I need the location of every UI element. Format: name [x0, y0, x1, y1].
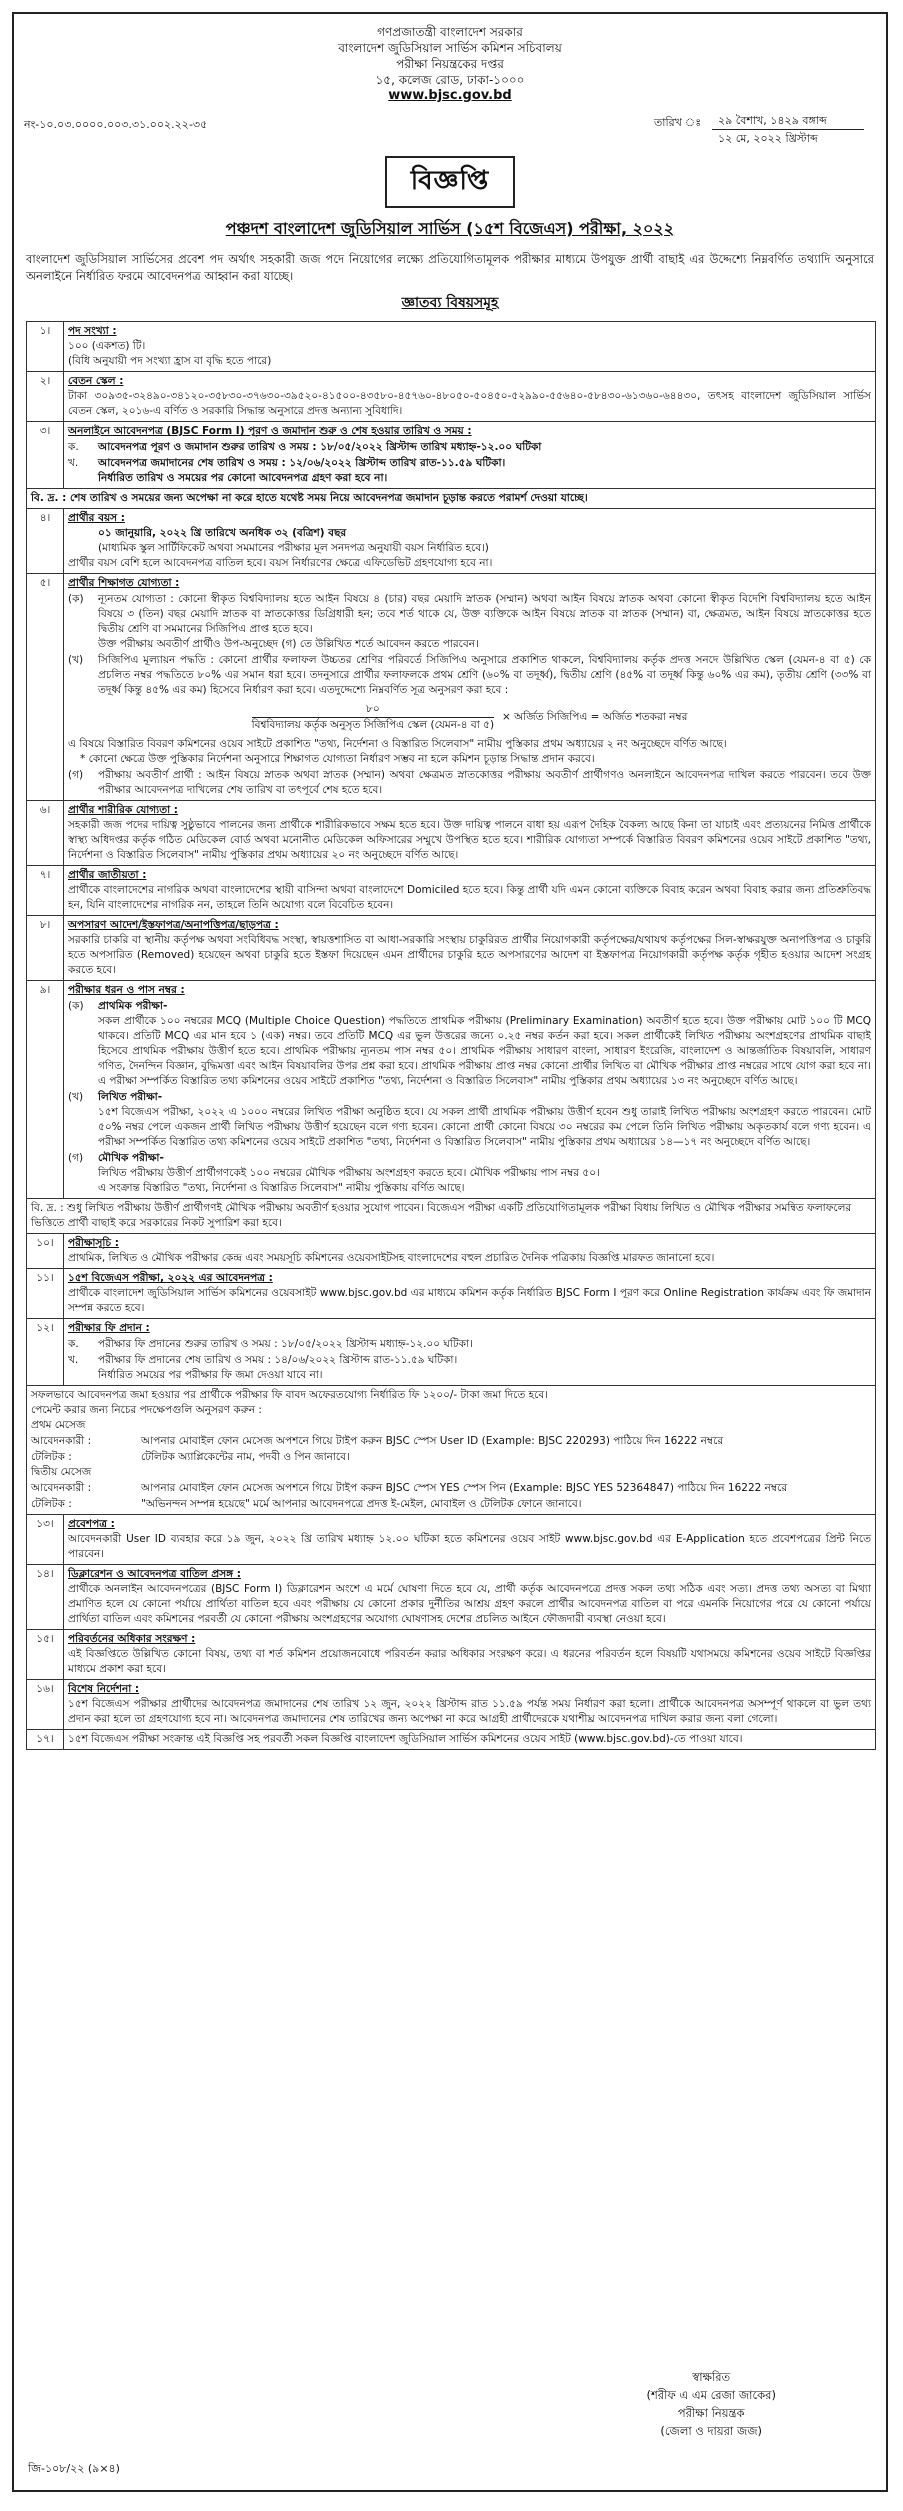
- sub-item-key: (খ): [68, 654, 84, 666]
- sender-label: আবেদনকারী :: [31, 1435, 92, 1447]
- section-body: [64, 1630, 876, 1680]
- section-number: ১৪।: [27, 1565, 64, 1630]
- first-message-row: [31, 1434, 871, 1449]
- cgpa-details-note: এ বিষয়ে বিস্তারিত বিবরণ কমিশনের ওয়েব সাইটে প্রকাশিত "তথ্য, নির্দেশনা ও বিস্তারিত সিলেবাস" নামীয় পুস্তিকার প্রথম অধ্যায়ের ২ নং অনুচ্ছেদে বর্ণিত আছে।: [68, 738, 727, 750]
- first-message-text: আপনার মোবাইল ফোন মেসেজ অপশনে গিয়ে টাইপ করুন BJSC স্পেস User ID (Example: BJSC 220293) পাঠিয়ে দিন 16222 নম্বরে: [141, 1435, 724, 1447]
- section-title: প্রার্থীর শিক্ষাগত যোগ্যতা :: [68, 577, 180, 589]
- minimum-qualification-note: উক্ত পরীক্ষায় অবতীর্ণ প্রার্থীও উপ-অনুচ্ছেদ (গ) তে উল্লিখিত শর্তে আবেদন করতে পারবেন।: [98, 638, 479, 650]
- note-2: বি. দ্র. : শুধু লিখিত পরীক্ষায় উত্তীর্ণ প্রার্থীগণই মৌখিক পরীক্ষায় অবতীর্ণ হওয়ার সুযোগ পাবেন। বিজেএস পরীক্ষা একটি প্রতিযোগিতামূলক পরীক্ষা বিধায় লিখিত ও মৌখিক পরীক্ষার সমন্বিত ফলাফলের ভিত্তিতে প্রার্থী বাছাই করে সরকারের নিকট সুপারিশ করা হবে।: [27, 1199, 876, 1234]
- sub-item: [68, 999, 871, 1014]
- notice-title-wrap: [14, 156, 886, 208]
- section-body: [64, 1680, 876, 1730]
- second-reply-row: [31, 1497, 871, 1512]
- section-body: [64, 372, 876, 422]
- section-title: ডিক্লারেশন ও আবেদনপত্র বাতিল প্রসঙ্গ :: [68, 1568, 241, 1580]
- age-limit: ০১ জানুয়ারি, ২০২২ খ্রি তারিখে অনধিক ৩২ (বত্রিশ) বছর: [98, 527, 347, 539]
- section-body: [64, 574, 876, 801]
- fee-start: পরীক্ষার ফি প্রদানের শুরুর তারিখ ও সময় : ১৮/০৫/২০২২ খ্রিস্টাব্দ মধ্যাহ্ন-১২.০০ ঘটিকা।: [98, 1338, 473, 1350]
- formula-numerator: ৮০: [252, 702, 494, 718]
- section-number: ৯।: [27, 981, 64, 1199]
- sub-item: [68, 1353, 871, 1368]
- sub-item: [68, 1151, 871, 1166]
- second-message-row: [31, 1481, 871, 1496]
- section-5: [27, 574, 876, 801]
- application-form-text: প্রার্থীকে বাংলাদেশ জুডিসিয়াল সার্ভিস কমিশনের ওয়েবসাইট www.bjsc.gov.bd এর মাধ্যমে কমিশন কর্তৃক নির্ধারিত BJSC Form I পূরণ করে Online Registration কার্যক্রম এবং ফি জমাদান সম্পন্ন করতে হবে।: [68, 1287, 871, 1314]
- minimum-qualification: ন্যূনতম যোগ্যতা : কোনো স্বীকৃত বিশ্ববিদ্যালয় হতে আইন বিষয়ে ৪ (চার) বছর মেয়াদি স্নাতক (সম্মান) অথবা আইন বিষয়ে স্নাতক অথবা কোনো স্বীকৃত বিদেশি বিশ্ববিদ্যালয় হতে আইন বিষয়ে ৩ (তিন) বছর মেয়াদি স্নাতক বা স্নাতকোত্তর ডিগ্রিধারী হন; তবে শর্ত থাকে যে, উক্ত ব্যক্তিকে আইন বিষয়ে স্নাতক বা স্নাতক (সম্মান) বা, ক্ষেত্রমত, আইন বিষয়ে স্নাতকোত্তর হতে দ্বিতীয় শ্রেণি বা সমমানের সিজিপিএ প্রাপ্ত হতে হবে।: [98, 593, 871, 635]
- header-website-link[interactable]: www.bjsc.gov.bd: [388, 88, 512, 103]
- signatory-title: পরীক্ষা নিয়ন্ত্রক: [677, 2406, 745, 2420]
- section-body: [64, 1269, 876, 1319]
- sub-item: [68, 653, 871, 698]
- sub-item: [68, 1337, 871, 1352]
- section-number: ১০।: [27, 1234, 64, 1269]
- section-body: [64, 1234, 876, 1269]
- section-body: [64, 866, 876, 916]
- note-row-1: [27, 489, 876, 509]
- physical-fitness-text: সহকারী জজ পদের দায়িত্ব সুষ্ঠুভাবে পালনের জন্য প্রার্থীকে শারীরিকভাবে সক্ষম হতে হবে। উক্ত দায়িত্ব পালনে বাধা হয় এরূপ দৈহিক বৈকল্য আছে কিনা তা যাচাই এবং প্রত্যয়নের নিমিত্ত প্রার্থীকে স্বাস্থ্য অধিদপ্তর কর্তৃক গঠিত মেডিকেল বোর্ড অথবা মনোনীত মেডিকেল অফিসারের সম্মুখে উপস্থিত হতে হবে। শারীরিক যোগ্যতা সম্পর্কে বিস্তারিত বিবরণ কমিশনের ওয়েব সাইটে প্রকাশিত "তথ্য, নির্দেশনা ও বিস্তারিত সিলেবাস" নামীয় পুস্তিকার প্রথম অধ্যায়ের ২০ নং অনুচ্ছেদে বর্ণিত আছে।: [68, 819, 871, 861]
- section-title: পরিবর্তনের অধিকার সংরক্ষণ :: [68, 1633, 196, 1645]
- section-title: পরীক্ষার ফি প্রদান :: [68, 1322, 150, 1334]
- section-title: বিশেষ নির্দেশনা :: [68, 1683, 140, 1695]
- reference-row: [14, 112, 886, 152]
- section-body: [64, 916, 876, 981]
- cgpa-formula: [68, 702, 871, 733]
- sub-item-key: খ.: [68, 457, 79, 469]
- section-body: [64, 422, 876, 489]
- written-exam-title: লিখিত পরীক্ষা-: [98, 1091, 163, 1103]
- sub-item-key: ক.: [68, 1338, 79, 1350]
- section-body: [64, 1515, 876, 1565]
- sub-item: [68, 456, 871, 471]
- section-title: পরীক্ষাসূচি :: [68, 1237, 119, 1249]
- section-number: ১৭।: [27, 1730, 64, 1750]
- sub-item: [68, 768, 871, 798]
- cgpa-method: সিজিপিএ মূল্যায়ন পদ্ধতি : কোনো প্রার্থীর ফলাফল উচ্চতর শ্রেণির পরিবর্তে সিজিপিএ অনুসারে প্রকাশিত থাকলে, বিশ্ববিদ্যালয় কর্তৃক প্রদত্ত সনদে উল্লিখিত স্কেল (যেমন-৪ বা ৫) কে প্রচলিত নম্বর পদ্ধতিতে ৮০% এর সমান ধরা হবে। তদনুসারে প্রার্থীর ফলাফলকে প্রথম শ্রেণি (৬০% বা তদূর্ধ্ব), দ্বিতীয় শ্রেণি (৪৫% বা তদূর্ধ্ব কিন্তু ৬০% এর কম), তৃতীয় শ্রেণি (৩৩% বা তদূর্ধ্ব কিন্তু ৪৫% এর কম) হিসেবে নির্ধারণ করা হবে। এতদুদ্দেশ্যে নিম্নবর্ণিত সূত্র অনুসরণ করা হবে :: [98, 654, 871, 696]
- viva-exam-title: মৌখিক পরীক্ষা-: [98, 1152, 164, 1164]
- nationality-text: প্রার্থীকে বাংলাদেশের নাগরিক অথবা বাংলাদেশের স্থায়ী বাসিন্দা অথবা বাংলাদেশে Domiciled হতে হবে। কিন্তু প্রার্থী যদি এমন কোনো ব্যক্তিকে বিবাহ করেন অথবা বিবাহ করার জন্য প্রতিশ্রুতিবদ্ধ হন, যিনি বাংলাদেশের নাগরিক নন, তাহলে তিনি অযোগ্য বলে বিবেচিত হবেন।: [68, 884, 871, 911]
- sub-item-key: (গ): [68, 769, 84, 781]
- viva-exam-text: লিখিত পরীক্ষায় উত্তীর্ণ প্রার্থীগণকেই ১০০ নম্বরের মৌখিক পরীক্ষায় অংশগ্রহণ করতে হবে। মৌখিক পরীক্ষায় পাস নম্বর ৫০।: [98, 1167, 600, 1179]
- sub-item: [68, 1090, 871, 1105]
- section-number: ৮।: [27, 916, 64, 981]
- sub-item-key: (ক): [68, 593, 84, 605]
- pay-scale-text: টাকা ৩০৯৩৫-৩২৪৯০-৩৪১২০-৩৫৮৩০-৩৭৬৩০-৩৯৫২০-৪১৫০০-৪৩৫৮০-৪৫৭৬০-৪৮০৫০-৫০৪৫০-৫২৯৯০-৫৫৬৪০-৫৮৪৩০-৬১৩৬০-৬৪৪৩০, তৎসহ বাংলাদেশ জুডিসিয়াল সার্ভিস বেতন স্কেল, ২০১৬-এ বর্ণিত ও সরকারি সিদ্ধান্ত অনুসারে প্রদত্ত অন্যান্য সুবিধাদি।: [68, 390, 871, 417]
- formula-rhs: × অর্জিত সিজিপিএ = অর্জিত শতকরা নম্বর: [502, 711, 688, 723]
- application-start: আবেদনপত্র পূরণ ও জমাদান শুরুর তারিখ ও সময় : ১৮/০৫/২০২২ খ্রিস্টাব্দ তারিখ মধ্যাহ্ন-১২.০০ ঘটিকা: [98, 441, 542, 453]
- note-1: বি. দ্র. : শেষ তারিখ ও সময়ের জন্য অপেক্ষা না করে হাতে যথেষ্ট সময় নিয়ে আবেদনপত্র জমাদান চূড়ান্ত করতে পরামর্শ দেওয়া যাচ্ছে।: [27, 489, 876, 509]
- section-title: প্রার্থীর শারীরিক যোগ্যতা :: [68, 804, 178, 816]
- section-10: [27, 1234, 876, 1269]
- application-end: আবেদনপত্র জমাদানের শেষ তারিখ ও সময় : ১২/০৬/২০২২ খ্রিস্টাব্দ তারিখ রাত-১১.৫৯ ঘটিকা।: [98, 457, 506, 469]
- written-exam-text: ১৫শ বিজেএস পরীক্ষা, ২০২২ এ ১০০০ নম্বরের লিখিত পরীক্ষা অনুষ্ঠিত হবে। যে সকল প্রার্থী প্রাথমিক পরীক্ষায় উত্তীর্ণ হবেন শুধু তারাই লিখিত পরীক্ষায় অংশগ্রহণ করতে পারবেন। মোট ৫০% নম্বর পেলে একজন প্রার্থী লিখিত পরীক্ষায় উত্তীর্ণ হয়েছেন বলে গণ্য হবেন। কোনো প্রার্থী কোনো বিষয়ে ৩০ নম্বরের কম পেলে তিনি লিখিত পরীক্ষায় অকৃতকার্য বলে গণ্য হবেন। এ পরীক্ষা সম্পর্কিত বিস্তারিত তথ্য কমিশনের ওয়েব সাইটে প্রকাশিত "তথ্য, নির্দেশনা ও বিস্তারিত সিলেবাস" নামীয় পুস্তিকার প্রথম অধ্যায়ের ১৪—১৭ নং অনুচ্ছেদে বর্ণিত আছে।: [98, 1106, 871, 1148]
- fee-end: পরীক্ষার ফি প্রদানের শেষ তারিখ ও সময় : ১৪/০৬/২০২২ খ্রিস্টাব্দ রাত-১১.৫৯ ঘটিকা।: [98, 1354, 458, 1366]
- section-15: [27, 1630, 876, 1680]
- section-number: ৬।: [27, 801, 64, 866]
- section-number: ১৬।: [27, 1680, 64, 1730]
- section-6: [27, 801, 876, 866]
- section-2: [27, 372, 876, 422]
- signatory-subtitle: (জেলা ও দায়রা জজ): [660, 2424, 763, 2438]
- sub-item: [68, 592, 871, 637]
- section-1: [27, 322, 876, 372]
- sub-item-key: (ক): [68, 1000, 84, 1012]
- post-count-note: (বিধি অনুযায়ী পদ সংখ্যা হ্রাস বা বৃদ্ধি হতে পারে): [68, 355, 272, 367]
- date-bangla: ২৯ বৈশাখ, ১৪২৯ বঙ্গাব্দ: [712, 112, 864, 130]
- first-reply-row: [31, 1450, 871, 1465]
- sub-item-key: (খ): [68, 1091, 84, 1103]
- date-block: [654, 112, 864, 147]
- section-body: [64, 981, 876, 1199]
- letterhead: [14, 24, 886, 104]
- section-body: [64, 509, 876, 574]
- payment-row: [27, 1386, 876, 1515]
- intro-paragraph: বাংলাদেশ জুডিসিয়াল সার্ভিসের প্রবেশ পদ অর্থাৎ সহকারী জজ পদে নিয়োগের লক্ষ্যে প্রতিযোগিতামূলক পরীক্ষার মাধ্যমে উপযুক্ত প্রার্থী বাছাই এর উদ্দেশ্যে নিম্নবর্ণিত তথ্যাদি অনুসারে অনলাইনে নির্ধারিত ফরমে আবেদনপত্র আহ্বান করা যাচ্ছে।: [26, 252, 874, 283]
- section-title: পদ সংখ্যা :: [68, 325, 117, 337]
- schedule-text: প্রাথমিক, লিখিত ও মৌখিক পরীক্ষার কেন্দ্র এবং সময়সূচি কমিশনের ওয়েবসাইটসহ বাংলাদেশের বহুল প্রচারিত দৈনিক পত্রিকায় বিজ্ঞপ্তি মারফত জানানো হবে।: [68, 1252, 715, 1264]
- section-number: ১।: [27, 322, 64, 372]
- second-message-label: দ্বিতীয় মেসেজ: [31, 1466, 92, 1478]
- website-notice-text: ১৫শ বিজেএস পরীক্ষা সংক্রান্ত এই বিজ্ঞপ্তি সহ পরবর্তী সকল বিজ্ঞপ্তি বাংলাদেশ জুডিসিয়াল সার্ভিস কমিশনের ওয়েব সাইট (www.bjsc.gov.bd)-তে পাওয়া যাবে।: [68, 1733, 743, 1745]
- section-12: [27, 1319, 876, 1386]
- appearing-candidates: পরীক্ষায় অবতীর্ণ প্রার্থী : আইন বিষয়ে স্নাতক অথবা স্নাতক (সম্মান) অথবা ক্ষেত্রমত স্নাতকোত্তর পরীক্ষায় অবতীর্ণ প্রার্থীগণও অনলাইনে আবেদনপত্র দাখিল করতে পারবেন। তবে উক্ত পরীক্ষার আবেদনপত্র দাখিলের শেষ তারিখ বা তৎপূর্বে শেষ হতে হবে।: [98, 769, 871, 796]
- clearance-text: সরকারি চাকরি বা স্থানীয় কর্তৃপক্ষ অথবা সংবিধিবদ্ধ সংস্থা, স্বায়ত্তশাসিত বা আধা-সরকারি সংস্থায় চাকুরিরত প্রার্থীর নিয়োগকারী কর্তৃপক্ষের/যথাযথ কর্তৃপক্ষের সিল-স্বাক্ষরযুক্ত অনাপত্তিপত্র ও চাকুরি হতে অপসারিত (Removed) হয়েছেন অথবা চাকুরি হতে ইস্তফা দিয়েছেন এমন প্রার্থীদের চাকুরি হতে অপসারণের আদেশ বা ইস্তফাপত্র নিয়োগকারী কর্তৃপক্ষ কর্তৃক গৃহীত হওয়ার আদেশ সংগ্রহ করতে হবে।: [68, 934, 871, 976]
- header-line-address: ১৫, কলেজ রোড, ঢাকা-১০০০: [375, 73, 525, 87]
- section-title: পরীক্ষার ধরন ও পাস নম্বর :: [68, 984, 185, 996]
- header-line-office: পরীক্ষা নিয়ন্ত্রকের দপ্তর: [396, 57, 504, 71]
- section-number: ১১।: [27, 1269, 64, 1319]
- sender-label: টেলিটক :: [31, 1451, 72, 1463]
- topics-heading: জ্ঞাতব্য বিষয়সমূহ: [401, 295, 499, 311]
- section-number: ৩।: [27, 422, 64, 489]
- section-number: ৫।: [27, 574, 64, 801]
- section-title: প্রার্থীর জাতীয়তা :: [68, 869, 147, 881]
- notice-page: [12, 12, 888, 2492]
- formula-fraction: [252, 702, 494, 733]
- section-body: [64, 1730, 876, 1750]
- first-message-label: প্রথম মেসেজ: [31, 1419, 86, 1431]
- preliminary-exam-text: সকল প্রার্থীকে ১০০ নম্বরের MCQ (Multiple Choice Question) পদ্ধতিতে প্রাথমিক পরীক্ষায় (Preliminary Examination) অবতীর্ণ হতে হবে। উক্ত পরীক্ষায় মোট ১০০ টি MCQ থাকবে। প্রতিটি MCQ এর মান হবে ১ (এক) নম্বর। তবে প্রতিটি MCQ এর ভুল উত্তরের জন্যে ০.২৫ নম্বর কর্তন করা হবে। সকল প্রার্থীকেই লিখিত পরীক্ষায় অংশগ্রহণের প্রাথমিক বাছাই হিসেবে প্রাথমিক পরীক্ষায় উত্তীর্ণ হতে হবে। প্রাথমিক পরীক্ষায় ন্যূনতম পাস নম্বর ৫০। প্রাথমিক পরীক্ষায় সাধারণ বাংলা, সাধারণ ইংরেজি, বাংলাদেশ ও আন্তর্জাতিক বিষয়াবলি, সাধারণ গণিত, দৈনন্দিন বিজ্ঞান, বুদ্ধিমত্তা এবং আইন বিষয়াবলির উপর প্রশ্ন করা হবে। প্রাথমিক পরীক্ষায় প্রাপ্ত নম্বর কোনো প্রার্থীর লিখিত বা মৌখিক পরীক্ষার প্রাপ্ত নম্বরের সাথে যোগ করা হবে না। এ পরীক্ষা সম্পর্কিত বিস্তারিত তথ্য কমিশনের ওয়েব সাইটে প্রকাশিত "তথ্য, নির্দেশনা ও বিস্তারিত সিলেবাস" নামীয় পুস্তিকার প্রথম অধ্যায়ের ১৩ নং অনুচ্ছেদে বর্ণিত আছে।: [98, 1015, 871, 1087]
- sender-label: আবেদনকারী :: [31, 1482, 92, 1494]
- date-label: তারিখ ঃ: [654, 116, 702, 129]
- section-number: ১৫।: [27, 1630, 64, 1680]
- note-row-2: [27, 1199, 876, 1234]
- section-title: অপসারণ আদেশ/ইস্তফাপত্র/অনাপত্তিপত্র/ছাড়পত্র :: [68, 919, 279, 931]
- sub-item: [68, 440, 871, 455]
- post-count: ১০০ (একশত) টি।: [68, 340, 146, 352]
- second-reply-text: "অভিনন্দন সম্পন্ন হয়েছে" মর্মে আপনার আবেদনপত্রে প্রদত্ত ই-মেইল, মোবাইল ও টেলিটক ফোনে জানাবে।: [141, 1498, 582, 1510]
- exam-title: পঞ্চদশ বাংলাদেশ জুডিসিয়াল সার্ভিস (১৫শ বিজেএস) পরীক্ষা, ২০২২: [225, 219, 675, 238]
- section-number: ২।: [27, 372, 64, 422]
- sub-item-key: ক.: [68, 441, 79, 453]
- preliminary-exam-title: প্রাথমিক পরীক্ষা-: [98, 1000, 168, 1012]
- section-8: [27, 916, 876, 981]
- age-proof-note: (মাধ্যমিক স্কুল সার্টিফিকেট অথবা সমমানের পরীক্ষার মূল সনদপত্র অনুযায়ী বয়স নির্ধারিত হবে।): [98, 542, 489, 554]
- formula-denominator: বিশ্ববিদ্যালয় কর্তৃক অনুসৃত সিজিপিএ স্কেল (যেমন-৪ বা ৫): [251, 719, 495, 731]
- fee-deadline-note: নির্ধারিত সময়ের পর পরীক্ষার ফি জমা দেওয়া যাবে না।: [98, 1369, 323, 1381]
- age-affidavit-note: প্রার্থীর বয়স বেশি হলে আবেদনপত্র বাতিল হবে। বয়স নির্ধারণের ক্ষেত্রে এফিডেভিট গ্রহণযোগ্য হবে না।: [68, 557, 493, 569]
- section-7: [27, 866, 876, 916]
- section-9: [27, 981, 876, 1199]
- sender-label: টেলিটক :: [31, 1498, 72, 1510]
- section-body: [64, 1565, 876, 1630]
- cgpa-commission-note: * কোনো ক্ষেত্রে উক্ত পুস্তিকার নির্দেশনা অনুসারে শিক্ষাগত যোগ্যতা নির্ধারণ সম্ভব না হলে কমিশন চূড়ান্ত সিদ্ধান্ত প্রদান করবে।: [80, 753, 595, 765]
- payment-instructions: [27, 1386, 876, 1515]
- section-17: [27, 1730, 876, 1750]
- section-13: [27, 1515, 876, 1565]
- sections-table: [26, 321, 876, 1750]
- fee-method-text: পেমেন্ট করার জন্য নিচের পদক্ষেপগুলি অনুসরণ করুন :: [31, 1404, 262, 1416]
- amendment-rights-text: এই বিজ্ঞপ্তিতে উল্লিখিত কোনো বিষয়, তথ্য বা শর্ত কমিশন প্রয়োজনবোধে পরিবর্তন করার অধিকার সংরক্ষণ করে। এ ধরনের পরিবর্তন হলে বিষয়টি যথাসময়ে কমিশনের ওয়েব সাইটে বিজ্ঞপ্তির মাধ্যমে প্রকাশ করা হবে।: [68, 1648, 871, 1675]
- section-number: ১৩।: [27, 1515, 64, 1565]
- section-body: [64, 322, 876, 372]
- first-reply-text: টেলিটক অ্যাপ্লিকেন্টের নাম, পদবী ও পিন জানাবে।: [141, 1451, 350, 1463]
- footer-code: জি-১০৮/২২ (৯×৪): [28, 2462, 120, 2475]
- section-16: [27, 1680, 876, 1730]
- section-4: [27, 509, 876, 574]
- section-number: ১২।: [27, 1319, 64, 1386]
- section-title: ১৫শ বিজেএস পরীক্ষা, ২০২২ এর আবেদনপত্র :: [68, 1272, 273, 1284]
- section-title: বেতন স্কেল :: [68, 375, 124, 387]
- signed-label: স্বাক্ষরিত: [692, 2370, 731, 2384]
- viva-exam-note: এ সংক্রান্ত বিস্তারিত "তথ্য, নির্দেশনা ও বিস্তারিত সিলেবাস" নামীয় পুস্তিকায় বর্ণিত আছে।: [98, 1182, 465, 1194]
- section-14: [27, 1565, 876, 1630]
- section-11: [27, 1269, 876, 1319]
- second-message-text: আপনার মোবাইল ফোন মেসেজ অপশনে গিয়ে টাইপ করুন BJSC স্পেস YES স্পেস পিন (Example: BJSC YES 52364847) পাঠিয়ে দিন 16222 নম্বরে: [141, 1482, 788, 1494]
- signature-block: [646, 2368, 776, 2440]
- fee-amount-text: সফলভাবে আবেদনপত্র জমা হওয়ার পর প্রার্থীকে পরীক্ষার ফি বাবদ অফেরতযোগ্য নির্ধারিত ফি ১২০০/- টাকা জমা দিতে হবে।: [31, 1389, 548, 1401]
- application-deadline-note: নির্ধারিত তারিখ ও সময়ের পর কোনো আবেদনপত্র গ্রহণ করা হবে না।: [98, 472, 388, 484]
- section-body: [64, 1319, 876, 1386]
- notice-title: বিজ্ঞপ্তি: [385, 156, 516, 208]
- section-number: ৪।: [27, 509, 64, 574]
- section-title: প্রার্থীর বয়স :: [68, 512, 125, 524]
- declaration-text: প্রার্থীকে অনলাইন আবেদনপত্রের (BJSC Form I) ডিক্লারেশন অংশে এ মর্মে ঘোষণা দিতে হবে যে, প্রার্থী কর্তৃক আবেদনপত্রে প্রদত্ত সকল তথ্য সঠিক এবং সত্য। প্রদত্ত তথ্য অসত্য বা মিথ্যা প্রমাণিত হলে যে কোনো পর্যায়ে প্রার্থিতা বাতিল হবে এবং পরীক্ষায় যে কোনো প্রকার দুর্নীতির আশ্রয় গ্রহণ করলে প্রার্থীর আবেদনপত্র বাতিল বা পরে এমনকি নিয়োগের পরে যে কোনো পর্যায়ে প্রার্থিতা বাতিল এবং কমিশনের পরবর্তী যে কোনো পরীক্ষায় অংশগ্রহণের অযোগ্য ঘোষণাসহ দেশের প্রচলিত আইনে ফৌজদারী ব্যবস্থা নেওয়া হবে।: [68, 1583, 871, 1625]
- section-title: অনলাইনে আবেদনপত্র (BJSC Form I) পূরণ ও জমাদান শুরু ও শেষ হওয়ার তারিখ ও সময় :: [68, 425, 472, 437]
- special-instruction-text: ১৫শ বিজেএস পরীক্ষার প্রার্থীদের আবেদনপত্র জমাদানের শেষ তারিখ ১২ জুন, ২০২২ খ্রিস্টাব্দ রাত ১১.৫৯ পর্যন্ত সময় নির্ধারণ করা হলো। প্রার্থীকে আবেদনপত্র অসম্পূর্ণ থাকলে বা ভুল তথ্য প্রদান করা হলে তা গ্রহণযোগ্য হবে না। আবেদনপত্র জমাদানের শেষ তারিখের জন্য অপেক্ষা না করে আগ্রহী প্রার্থীদেরকে যথাশীঘ্র আবেদনপত্র দাখিল করার জন্য বলা গেলো।: [68, 1698, 871, 1725]
- section-3: [27, 422, 876, 489]
- section-number: ৭।: [27, 866, 64, 916]
- date-english: ১২ মে, ২০২২ খ্রিস্টাব্দ: [718, 132, 818, 145]
- section-title: প্রবেশপত্র :: [68, 1518, 115, 1530]
- signatory-name: (শরীফ এ এম রেজা জাকের): [646, 2388, 776, 2402]
- header-line-commission: বাংলাদেশ জুডিসিয়াল সার্ভিস কমিশন সচিবালয়: [338, 41, 562, 55]
- sub-item-key: খ.: [68, 1354, 79, 1366]
- reference-number: নং-১০.০৩.০০০০.০০৩.৩১.০০২.২২-৩৫: [24, 118, 208, 131]
- section-body: [64, 801, 876, 866]
- header-line-government: গণপ্রজাতন্ত্রী বাংলাদেশ সরকার: [377, 25, 523, 39]
- admit-card-text: আবেদনকারী User ID ব্যবহার করে ১৯ জুন, ২০২২ খ্রি তারিখ মধ্যাহ্ন ১২.০০ ঘটিকা হতে কমিশনের ওয়েব সাইট www.bjsc.gov.bd এর E-Application হতে প্রবেশপত্রের প্রিন্ট নিতে পারবেন।: [68, 1533, 871, 1560]
- sub-item-key: (গ): [68, 1152, 84, 1164]
